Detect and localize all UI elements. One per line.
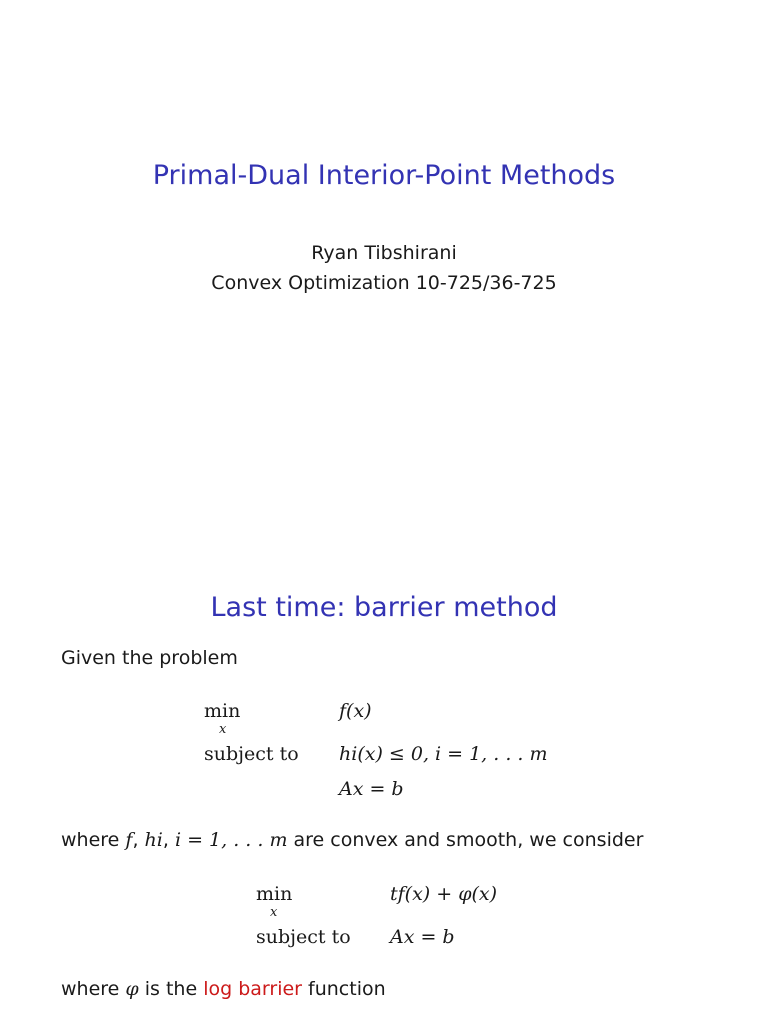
comma: , (132, 829, 145, 851)
min-subscript: x (270, 905, 278, 920)
comma: , (162, 829, 175, 851)
log-barrier-text (61, 978, 386, 1000)
slide-1-title: Primal-Dual Interior-Point Methods (152, 160, 616, 191)
slide-2-title: Last time: barrier method (210, 592, 558, 623)
where-prefix: where (61, 978, 126, 1000)
intro-text: Given the problem (61, 647, 238, 669)
min-operator: min (204, 700, 241, 722)
where-prefix: where (61, 829, 126, 851)
equality-constraint: Ax = b (390, 926, 455, 948)
hi-symbol: hi (144, 829, 163, 851)
subject-to-label: subject to (256, 926, 351, 948)
author-name: Ryan Tibshirani (311, 242, 457, 264)
phi-symbol: φ (125, 978, 139, 1000)
f-symbol: f (125, 829, 133, 851)
index-range: i = 1, . . . m (174, 829, 288, 851)
function-suffix: function (301, 978, 386, 1000)
where-convex-text (61, 829, 643, 851)
where-suffix: are convex and smooth, we consider (287, 829, 644, 851)
inequality-constraint: hi(x) ≤ 0, i = 1, . . . m (339, 743, 548, 765)
log-barrier-highlight: log barrier (203, 978, 302, 1000)
barrier-objective: tf(x) + φ(x) (390, 883, 498, 905)
min-subscript: x (219, 722, 227, 737)
equality-constraint: Ax = b (339, 778, 404, 800)
min-operator: min (256, 883, 293, 905)
slide-divider (0, 548, 768, 549)
course-name: Convex Optimization 10-725/36-725 (211, 272, 557, 294)
middle-text: is the (138, 978, 204, 1000)
objective-function: f(x) (339, 700, 372, 722)
subject-to-label: subject to (204, 743, 299, 765)
